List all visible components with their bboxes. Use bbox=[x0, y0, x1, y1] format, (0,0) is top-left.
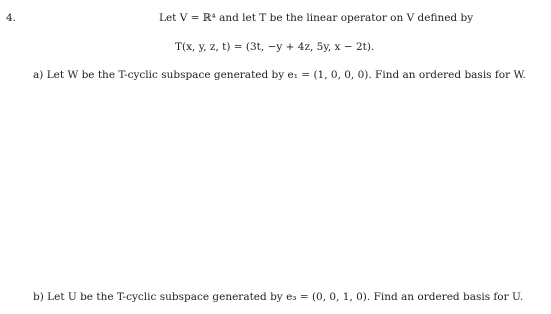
operator-definition: T(x, y, z, t) = (3t, −y + 4z, 5y, x − 2t). bbox=[175, 41, 375, 53]
part-a-question: a) Let W be the T-cyclic subspace generated by e₁ = (1, 0, 0, 0). Find an ordered basis for W. bbox=[33, 69, 526, 81]
problem-intro: Let V = ℝ⁴ and let T be the linear operator on V defined by bbox=[159, 12, 474, 24]
part-b-question: b) Let U be the T-cyclic subspace generated by e₃ = (0, 0, 1, 0). Find an ordered basis for U. bbox=[33, 291, 524, 303]
problem-number: 4. bbox=[6, 12, 17, 24]
